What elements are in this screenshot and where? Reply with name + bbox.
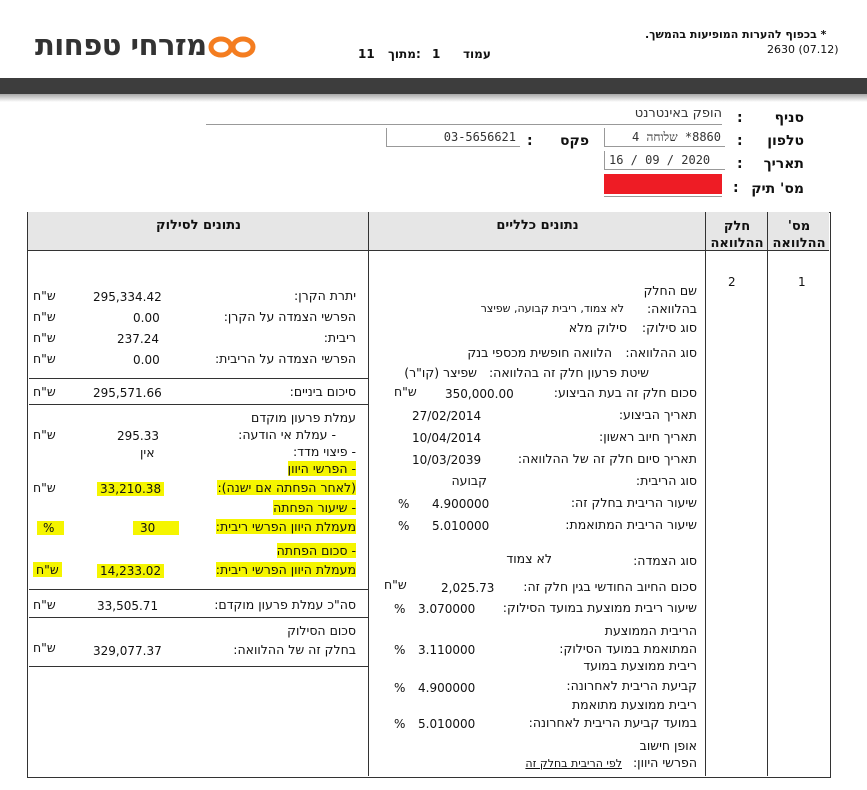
date-colon: :: [737, 156, 743, 172]
page-label: עמוד: [463, 47, 491, 61]
reduction-rate-label-1: - שיעור הפחתה: [273, 500, 356, 515]
date-field: 16 / 09 / 2020: [604, 151, 725, 170]
avg-adj-rate-pct: %: [394, 643, 406, 657]
header-general-data: נתונים כלליים: [496, 218, 579, 233]
avg-adjfix-rate-label-1: ריבית ממוצעת מתואמת: [571, 697, 697, 712]
rate-type-label: סוג הריבית:: [635, 473, 697, 488]
amount-value: 350,000.00: [445, 387, 514, 401]
cap-diff-value: 33,210.38: [97, 482, 164, 496]
payoff-amount-currency: ש"ח: [33, 640, 56, 655]
reduction-rate-pct: %: [37, 521, 64, 535]
total-fee-bottom-line: [29, 617, 368, 618]
idx-principal-currency: ש"ח: [33, 309, 56, 324]
idx-principal-value: 0.00: [133, 311, 160, 325]
interest-currency: ש"ח: [33, 330, 56, 345]
page-total: 11: [358, 47, 375, 61]
monthly-charge-value: 2,025.73: [441, 581, 495, 595]
payoff-amount-label-1: סכום הסילוק: [287, 623, 356, 638]
early-fee-heading: עמלת פרעון מוקדם: [251, 410, 356, 425]
reduction-amount-label-2: מעמלת היוון הפרשי ריבית:: [215, 562, 356, 577]
phone-label: טלפון: [767, 133, 804, 149]
total-fee-currency: ש"ח: [33, 597, 56, 612]
idx-interest-label: הפרשי הצמדה על הריבית:: [214, 351, 356, 366]
calc-method-label-2: הפרשי היוון:: [632, 755, 697, 770]
header-loan-part: חלק ההלוואה: [710, 219, 764, 251]
bank-logo-text: מזרחי טפחות: [35, 28, 207, 62]
subtotal-label: סיכום ביניים:: [289, 384, 356, 399]
calc-method-value: לפי הריבית בחלק זה: [525, 757, 622, 770]
rate-label: שיעור הריבית בחלק זה:: [570, 495, 697, 510]
total-fee-label: סה"כ עמלת פרעון מוקדם:: [214, 597, 356, 612]
loan-part-value: 2: [728, 275, 736, 289]
repay-method-value: שפיצר (קו"ר): [404, 365, 477, 380]
avg-rate-label: שיעור ריבית ממוצעת במועד הסילוק:: [502, 600, 697, 615]
interest-label: ריבית:: [323, 330, 356, 345]
principal-label: יתרת הקרן:: [294, 288, 356, 303]
monthly-charge-label: סכום החיוב החודשי בגין חלק זה:: [523, 579, 697, 594]
avg-fix-rate-label-1: ריבית ממוצעת במועד: [583, 658, 697, 673]
payoff-amount-label-2: בחלק זה של ההלוואה:: [233, 642, 356, 657]
phone-field: 8860* שלוחה 4: [604, 128, 725, 147]
col-divider-general: [368, 212, 369, 776]
phone-colon: :: [737, 133, 743, 149]
cap-diff-currency: ש"ח: [33, 480, 56, 495]
fax-label: פקס: [560, 133, 590, 149]
principal-currency: ש"ח: [33, 288, 56, 303]
branch-colon: :: [737, 110, 743, 126]
reduction-amount-value: 14,233.02: [97, 564, 164, 578]
rate-pct: %: [398, 497, 410, 511]
cap-diff-label-2: (לאחר הפחתה אם ישנה):: [217, 480, 356, 495]
col-divider-loan: [767, 212, 768, 776]
form-number: 2630 (07.12): [767, 43, 839, 56]
reduction-amount-label-1: - סכום הפחתה: [276, 543, 356, 558]
no-notice-value: 295.33: [117, 429, 159, 443]
page-of-label: מתוך:: [388, 47, 421, 61]
cap-diff-label-1: - הפרשי היוון: [287, 461, 356, 476]
branch-label: סניף: [774, 110, 804, 126]
idx-interest-currency: ש"ח: [33, 351, 56, 366]
avg-fix-rate-pct: %: [394, 681, 406, 695]
first-charge-value: 10/04/2014: [412, 431, 482, 445]
loan-type-label: סוג ההלוואה:: [625, 345, 697, 360]
part-name-label: שם החלק: [643, 283, 697, 298]
subtotal-currency: ש"ח: [33, 384, 56, 399]
avg-adj-rate-label-1: הריבית הממוצעת: [604, 623, 697, 638]
file-colon: :: [733, 180, 739, 196]
payoff-type-label: סוג סילוק:: [641, 320, 697, 335]
exec-date-label: תאריך הביצוע:: [618, 407, 697, 422]
in-loan-label: בהלוואה:: [646, 301, 697, 316]
total-fee-value: 33,505.71: [97, 599, 159, 613]
header-bar: [0, 78, 867, 94]
no-notice-currency: ש"ח: [33, 427, 56, 442]
adj-rate-pct: %: [398, 519, 410, 533]
rate-value: 4.900000: [432, 497, 490, 511]
avg-adj-rate-label-2: המתואמת במועד הסילוק:: [559, 641, 697, 656]
in-loan-value: לא צמוד, ריבית קבועה, שפיצר: [480, 302, 624, 315]
repay-method-label: שיטת פרעון חלק זה בהלוואה:: [488, 365, 649, 380]
page-number: 1: [432, 47, 441, 61]
file-number-underline: [604, 196, 722, 197]
payoff-bottom-line: [29, 666, 368, 667]
interest-value: 237.24: [117, 332, 159, 346]
amount-currency: ש"ח: [394, 384, 417, 399]
avg-adjfix-rate-pct: %: [394, 717, 406, 731]
reduction-rate-value: 30: [133, 521, 179, 535]
date-label: תאריך: [763, 156, 804, 172]
payoff-amount-value: 329,077.37: [93, 644, 162, 658]
avg-adjfix-rate-label-2: במועד קביעת הריבית לאחרונה:: [528, 715, 697, 730]
loan-number-value: 1: [798, 275, 806, 289]
avg-fix-rate-label-2: קביעת הריבית לאחרונה:: [566, 678, 697, 693]
idx-interest-value: 0.00: [133, 353, 160, 367]
adj-rate-value: 5.010000: [432, 519, 490, 533]
principal-value: 295,334.42: [93, 290, 162, 304]
subtotal-top-line: [29, 378, 368, 379]
file-number-label: מס' תיק: [751, 181, 804, 197]
header-bar-shadow: [0, 94, 867, 102]
no-notice-label: - עמלת אי הודעה:: [238, 427, 336, 442]
reduction-amount-currency: ש"ח: [33, 562, 62, 577]
calc-method-label-1: אופן חישוב: [639, 738, 697, 753]
exec-date-value: 27/02/2014: [412, 409, 482, 423]
col-divider-part: [705, 212, 706, 776]
subtotal-bottom-line: [29, 404, 368, 405]
subtotal-value: 295,571.66: [93, 386, 162, 400]
header-loan-number: מס' ההלוואה: [772, 219, 826, 251]
total-fee-top-line: [29, 589, 368, 590]
avg-rate-value: 3.070000: [418, 602, 476, 616]
avg-rate-pct: %: [394, 602, 406, 616]
avg-adjfix-rate-value: 5.010000: [418, 717, 476, 731]
loan-type-value: הלוואה חופשית מכספי בנק: [467, 345, 612, 360]
payoff-type-value: סילוק מלא: [568, 320, 627, 335]
bank-logo-icon: [207, 34, 257, 60]
first-charge-label: תאריך חיוב ראשון:: [599, 429, 697, 444]
avg-fix-rate-value: 4.900000: [418, 681, 476, 695]
adj-rate-label: שיעור הריבית המתואמת:: [565, 517, 697, 532]
header-payoff-data: נתונים לסילוק: [156, 218, 241, 233]
branch-field: הופק באינטרנט: [206, 106, 722, 125]
footnote-note: * בכפוף להערות המופיעות בהמשך.: [645, 28, 827, 41]
fax-colon: :: [527, 133, 533, 149]
monthly-charge-currency: ש"ח: [384, 577, 407, 592]
end-date-label: תאריך סיום חלק זה של ההלוואה:: [517, 451, 697, 466]
file-number-redaction: [604, 174, 722, 194]
rate-type-value: קבועה: [451, 473, 487, 488]
linkage-label: סוג הצמדה:: [633, 553, 697, 568]
index-comp-label: - פיצוי מדד:: [292, 444, 356, 459]
avg-adj-rate-value: 3.110000: [418, 643, 476, 657]
fax-field: 03-5656621: [386, 128, 520, 147]
idx-principal-label: הפרשי הצמדה על הקרן:: [223, 309, 356, 324]
amount-label: סכום חלק זה בעת הביצוע:: [553, 385, 697, 400]
end-date-value: 10/03/2039: [412, 453, 482, 467]
linkage-value: לא צמוד: [506, 551, 552, 566]
index-comp-value: אין: [140, 445, 155, 460]
reduction-rate-label-2: מעמלת היוון הפרשי ריבית:: [215, 519, 356, 534]
